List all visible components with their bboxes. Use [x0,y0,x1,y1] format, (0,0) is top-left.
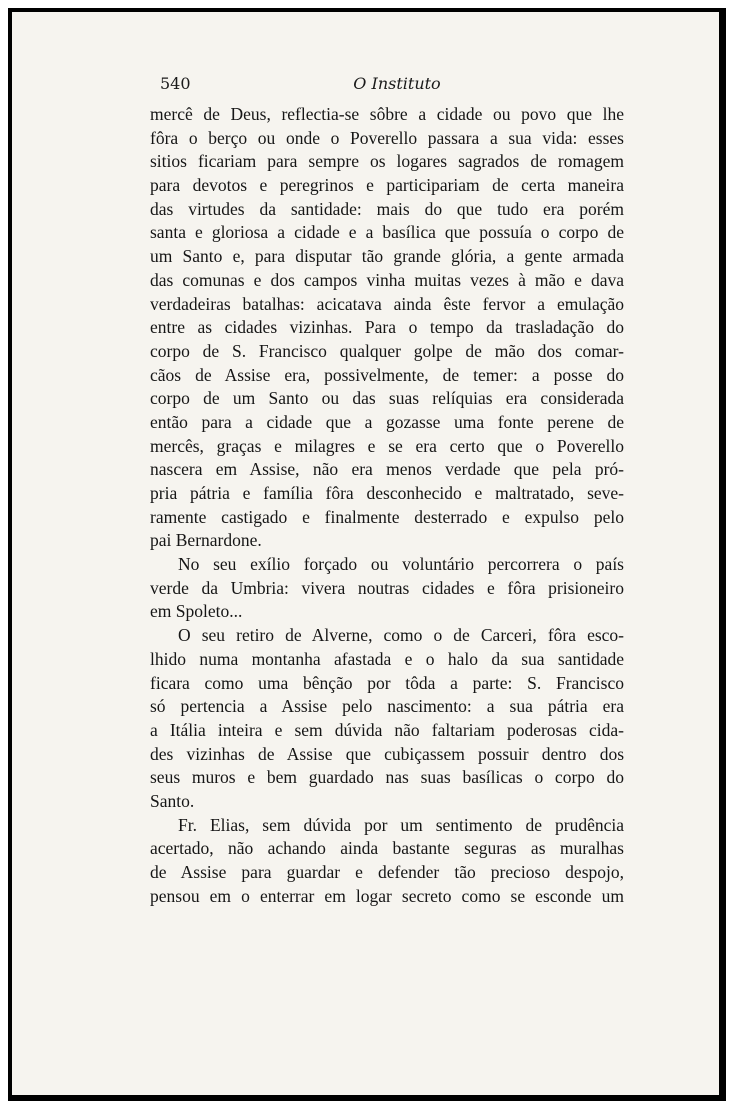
paragraph-start-line: No seu exílio forçado ou voluntário percorrera o país [178,554,624,575]
text-line: um Santo e, para disputar tão grande glória, a gente armada [150,246,624,267]
text-line: pensou em o enterrar em logar secreto como se esconde um [150,885,624,906]
text-line: de Assise para guardar e defender tão precioso despojo, [150,862,624,882]
paragraph-start-line: Fr. Elias, sem dúvida por um sentimento de prudência [178,814,624,835]
text-line: entre as cidades vizinhas. Para o tempo da trasladação do [150,317,624,338]
running-title: O Instituto [353,74,441,93]
text-line: seus muros e bem guardado nas suas basílicas o corpo do [150,767,624,788]
text-line: acertado, não achando ainda bastante seguras as muralhas [150,838,624,859]
text-line: a Itália inteira e sem dúvida não faltariam poderosas cida- [150,719,624,740]
text-line: des vizinhas de Assise que cubiçassem possuir dentro dos [150,743,624,764]
paragraph-start-line: O seu retiro de Alverne, como o de Carceri, fôra esco- [178,625,624,646]
body-text [150,103,624,908]
text-line: corpo de S. Francisco qualquer golpe de mão dos comar- [150,340,624,361]
text-line: ramente castigado e finalmente desterrado e expulso pelo [150,506,624,527]
page-header [160,74,634,102]
page-number: 540 [160,74,191,93]
text-line: mercês, graças e milagres e se era certo que o Poverello [150,435,624,456]
text-line: só pertencia a Assise pelo nascimento: a sua pátria era [150,696,624,717]
text-line: pria pátria e família fôra desconhecido e maltratado, seve- [150,483,624,503]
text-line: para devotos e peregrinos e participariam de certa maneira [150,175,624,196]
text-line: fôra o berço ou onde o Poverello passara a sua vida: esses [150,127,624,148]
text-line: verde da Umbria: vivera noutras cidades e fôra prisioneiro [150,577,624,598]
paragraph-end-line: em Spoleto... [150,601,243,622]
text-line: verdadeiras batalhas: acicatava ainda êste fervor a emulação [150,293,624,314]
text-line: cãos de Assise era, possivelmente, de temer: a posse do [150,364,624,385]
paragraph-end-line: Santo. [150,790,195,811]
paragraph-end-line: pai Bernardone. [150,530,262,551]
text-line: mercê de Deus, reflectia-se sôbre a cidade ou povo que lhe [150,104,624,124]
text-line: nascera em Assise, não era menos verdade que pela pró- [150,459,624,480]
text-line: das comunas e dos campos vinha muitas vezes à mão e dava [150,269,624,290]
text-line: corpo de um Santo ou das suas relíquias era considerada [150,388,624,409]
text-line: lhido numa montanha afastada e o halo da sua santidade [150,648,624,669]
text-line: das virtudes da santidade: mais do que tudo era porém [150,198,624,219]
text-line: sitios ficariam para sempre os logares sagrados de romagem [150,151,624,172]
text-line: ficara como uma bênção por tôda a parte: S. Francisco [150,672,624,693]
text-line: então para a cidade que a gozasse uma fonte perene de [150,411,624,432]
text-line: santa e gloriosa a cidade e a basílica que possuía o corpo de [150,222,624,243]
